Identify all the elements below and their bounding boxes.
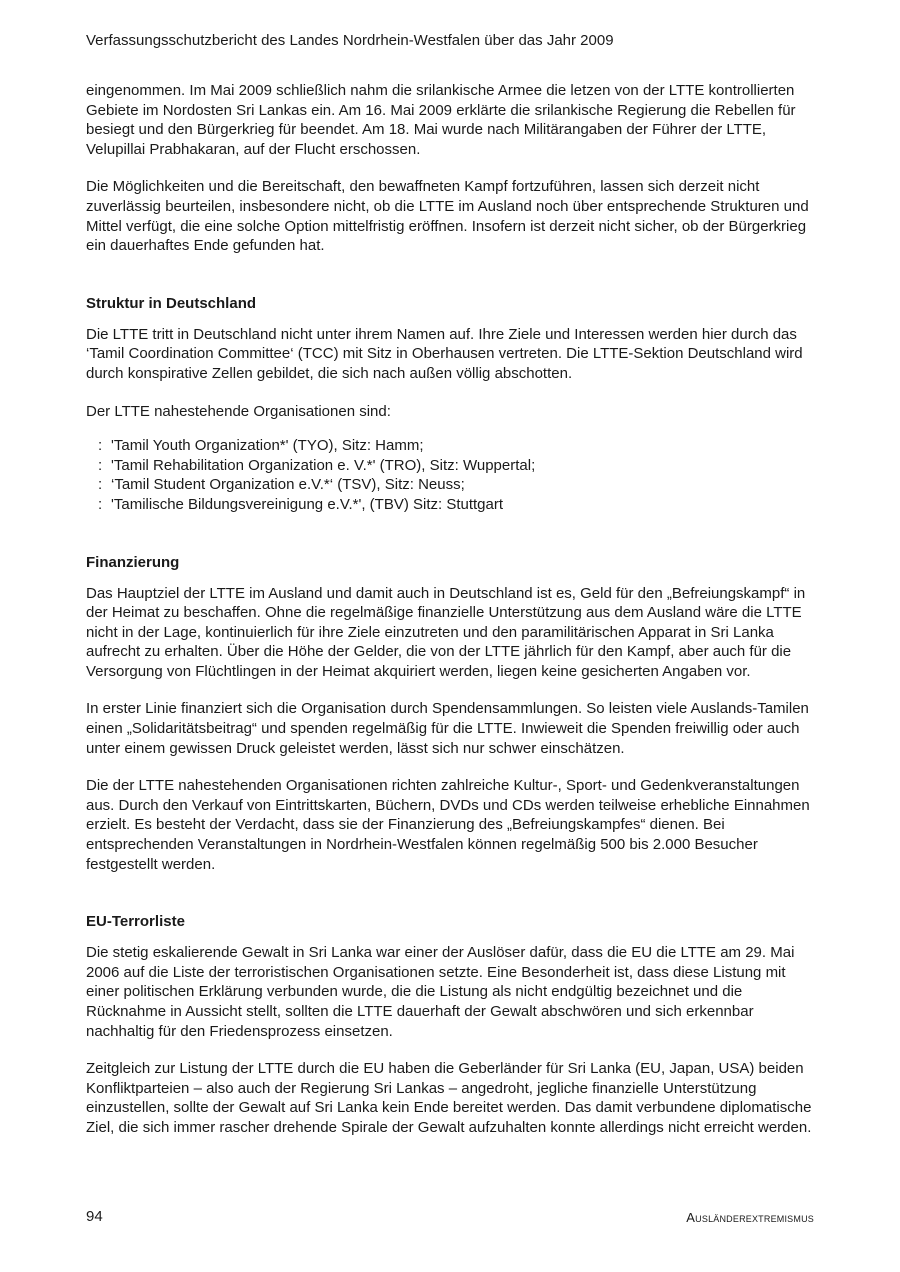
bullet-marker: : — [98, 476, 103, 494]
organization-entry: 'Tamil Rehabilitation Organization e. V.*' (TRO), Sitz: Wuppertal; — [111, 456, 536, 474]
terrorliste-paragraph-2: Zeitgleich zur Listung der LTTE durch die EU haben die Geberländer für Sri Lanka (EU, Japan, USA) beiden Konfliktparteien – also auch der Regierung Sri Lankas – angedroht, jegliche finanzielle Unterstützung einzustellen, sollte der Gewalt auf Sri Lanka kein Ende bereitet werden. Das damit verbundene diplomatische Ziel, die sich immer rascher drehende Spirale der Gewalt aufzuhalten konnte allerdings nicht erreicht werden. — [86, 1060, 812, 1136]
intro-paragraph-1: eingenommen. Im Mai 2009 schließlich nahm die srilankische Armee die letzen von der LTTE kontrollierten Gebiete im Nordosten Sri Lankas ein. Am 16. Mai 2009 erklärte die srilankische Regierung die Rebellen für besiegt und den Bürgerkrieg für beendet. Am 18. Mai wurde nach Militärangaben der Führer der LTTE, Velupillai Prabhakaran, auf der Flucht erschossen. — [86, 82, 796, 158]
organization-entry: 'Tamilische Bildungsvereinigung e.V.*', (TBV) Sitz: Stuttgart — [111, 495, 504, 513]
organization-entry: 'Tamil Youth Organization*' (TYO), Sitz: Hamm; — [111, 437, 424, 455]
section-name: Ausländerextremismus — [686, 1210, 814, 1225]
page-body — [86, 81, 818, 1156]
bullet-marker: : — [98, 456, 103, 474]
finanzierung-paragraph-3: Die der LTTE nahestehenden Organisationen richten zahlreiche Kultur-, Sport- und Gedenkveranstaltungen aus. Durch den Verkauf von Eintrittskarten, Büchern, DVDs und CDs werden teilweise erhebliche Einnahmen erzielt. Es besteht der Verdacht, dass sie der Finanzierung des „Befreiungskampfes“ dienen. Bei entsprechenden Veranstaltungen in Nordrhein-Westfalen können regelmäßig 500 bis 2.000 Besucher festgestellt werden. — [86, 777, 810, 873]
list-item — [86, 436, 818, 456]
finanzierung-paragraph-2: In erster Linie finanziert sich die Organisation durch Spendensammlungen. So leisten viele Auslands-Tamilen einen „Solidaritätsbeitrag“ und spenden regelmäßig für die LTTE. Inwieweit die Spenden freiwillig oder auch unter einem gewissen Druck geleistet werden, lässt sich nur schwer einschätzen. — [86, 700, 809, 757]
intro-paragraph-2: Die Möglichkeiten und die Bereitschaft, den bewaffneten Kampf fortzuführen, lassen sich derzeit nicht zuverlässig beurteilen, insbesondere nicht, ob die LTTE im Ausland noch über entsprechende Strukturen und Mittel verfügt, die eine solche Option mittelfristig eröffnen. Insofern ist derzeit nicht sicher, ob der Bürgerkrieg ein dauerhaftes Ende gefunden hat. — [86, 178, 809, 255]
list-item — [86, 475, 818, 495]
terrorliste-paragraph-1: Die stetig eskalierende Gewalt in Sri Lanka war einer der Auslöser dafür, dass die EU die LTTE am 29. Mai 2006 auf die Liste der terroristischen Organisationen setzte. Eine Besonderheit ist, dass diese Listung mit einer politischen Erklärung verbunden wurde, die die Listung als nicht endgültig bezeichnet und die Rücknahme in Aussicht stellt, sollten die LTTE dauerhaft der Gewalt abschwören und sich erkennbar nachhaltig für den Friedensprozess einsetzen. — [86, 944, 795, 1040]
bullet-marker: : — [98, 437, 103, 455]
page-number: 94 — [86, 1208, 103, 1225]
list-item — [86, 456, 818, 476]
heading-terrorliste: EU-Terrorliste — [86, 913, 185, 931]
finanzierung-paragraph-1: Das Hauptziel der LTTE im Ausland und damit auch in Deutschland ist es, Geld für den „Befreiungskampf“ in der Heimat zu beschaffen. Ohne die regelmäßige finanzielle Unterstützung aus dem Ausland wäre die LTTE nicht in der Lage, kontinuierlich für ihre Ziele einzutreten und den paramilitärischen Apparat in Sri Lanka aufrecht zu erhalten. Über die Höhe der Gelder, die von der LTTE jährlich für den Kampf, aber auch für die Versorgung von Flüchtlingen in der Heimat akquiriert werden, liegen keine gesicherten Angaben vor. — [86, 584, 806, 680]
organizations-list — [86, 436, 818, 514]
organizations-intro: Der LTTE nahestehende Organisationen sind: — [86, 402, 391, 420]
list-item — [86, 495, 818, 515]
struktur-paragraph: Die LTTE tritt in Deutschland nicht unter ihrem Namen auf. Ihre Ziele und Interessen werden hier durch das ‘Tamil Coordination Committee‘ (TCC) mit Sitz in Oberhausen vertreten. Die LTTE-Sektion Deutschland wird durch konspirative Zellen gebildet, die sich nach außen völlig abschotten. — [86, 325, 803, 382]
organization-entry: ‘Tamil Student Organization e.V.*‘ (TSV), Sitz: Neuss; — [111, 476, 465, 494]
heading-struktur: Struktur in Deutschland — [86, 294, 257, 312]
heading-finanzierung: Finanzierung — [86, 553, 180, 571]
running-header: Verfassungsschutzbericht des Landes Nordrhein-Westfalen über das Jahr 2009 — [86, 32, 614, 49]
bullet-marker: : — [98, 495, 103, 513]
